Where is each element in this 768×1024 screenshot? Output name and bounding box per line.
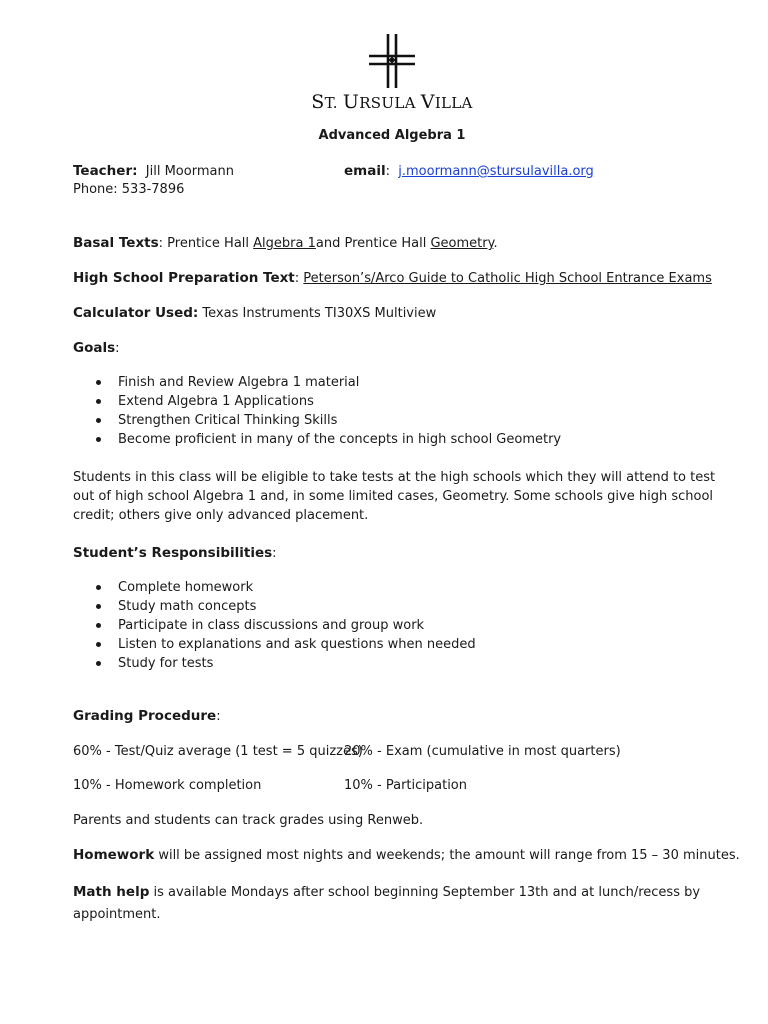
- goals-list: [73, 373, 561, 449]
- bullet-icon: [96, 399, 101, 404]
- phone-line: Phone: 533-7896: [73, 182, 185, 197]
- bullet-icon: [96, 623, 101, 628]
- hs-prep-line: High School Preparation Text: Peterson’s/Arco Guide to Catholic High School Entrance Exams: [73, 270, 712, 286]
- basal-book-algebra: Algebra 1: [253, 236, 316, 251]
- homework-line: Homework will be assigned most nights and weekends; the amount will range from 15 – 30 minutes.: [73, 847, 740, 863]
- basal-texts-label: Basal Texts: [73, 235, 159, 251]
- grading-participation: 10% - Participation: [344, 778, 468, 793]
- grading-test-quiz: 60% - Test/Quiz average (1 test = 5 quizzes): [73, 744, 363, 759]
- email-label: email: [344, 163, 386, 179]
- math-help-label: Math help: [73, 884, 150, 900]
- bullet-icon: [96, 604, 101, 609]
- bullet-icon: [96, 661, 101, 666]
- list-item: Study math concepts: [73, 597, 476, 616]
- basal-texts-line: Basal Texts: Prentice Hall Algebra 1and Prentice Hall Geometry.: [73, 235, 498, 251]
- document-title: Advanced Algebra 1: [318, 128, 466, 143]
- grading-heading: Grading Procedure:: [73, 708, 221, 724]
- list-item: Become proficient in many of the concepts in high school Geometry: [73, 430, 561, 449]
- grading-homework: 10% - Homework completion: [73, 778, 262, 793]
- basal-book-geometry: Geometry: [430, 236, 494, 251]
- teacher-line: [73, 162, 234, 181]
- renweb-line: Parents and students can track grades using Renweb.: [73, 813, 424, 828]
- bullet-icon: [96, 380, 101, 385]
- teacher-name: Jill Moormann: [145, 164, 234, 179]
- list-item: Study for tests: [73, 654, 476, 673]
- homework-label: Homework: [73, 847, 155, 863]
- list-item: Finish and Review Algebra 1 material: [73, 373, 561, 392]
- school-name: ST. URSULA VILLA: [311, 91, 473, 113]
- calculator-label: Calculator Used:: [73, 305, 199, 321]
- bullet-icon: [96, 437, 101, 442]
- eligibility-paragraph: Students in this class will be eligible to take tests at the high schools which they will attend to test out of high school Algebra 1 and, in some limited cases, Geometry. Some schools give high school credit; others give only advanced placement.: [73, 470, 716, 523]
- email-line: email: j.moormann@stursulavilla.org: [344, 163, 594, 179]
- teacher-label: Teacher:: [73, 163, 138, 179]
- hs-prep-book: Peterson’s/Arco Guide to Catholic High School Entrance Exams: [303, 271, 712, 286]
- cross-icon: [303, 30, 481, 90]
- bullet-icon: [96, 585, 101, 590]
- list-item: Complete homework: [73, 578, 476, 597]
- math-help-paragraph: Math help is available Mondays after school beginning September 13th and at lunch/recess by appointment.: [73, 884, 701, 922]
- list-item: Extend Algebra 1 Applications: [73, 392, 561, 411]
- list-item: Listen to explanations and ask questions when needed: [73, 635, 476, 654]
- bullet-icon: [96, 642, 101, 647]
- responsibilities-heading: Student’s Responsibilities:: [73, 545, 277, 561]
- grading-exam: 20% - Exam (cumulative in most quarters): [344, 744, 621, 759]
- goals-heading: Goals:: [73, 340, 120, 356]
- list-item: Participate in class discussions and group work: [73, 616, 476, 635]
- calculator-line: Calculator Used: Texas Instruments TI30XS Multiview: [73, 305, 437, 321]
- bullet-icon: [96, 418, 101, 423]
- list-item: Strengthen Critical Thinking Skills: [73, 411, 561, 430]
- responsibilities-list: [73, 578, 476, 673]
- email-link[interactable]: j.moormann@stursulavilla.org: [398, 164, 594, 179]
- hs-prep-label: High School Preparation Text: [73, 270, 295, 286]
